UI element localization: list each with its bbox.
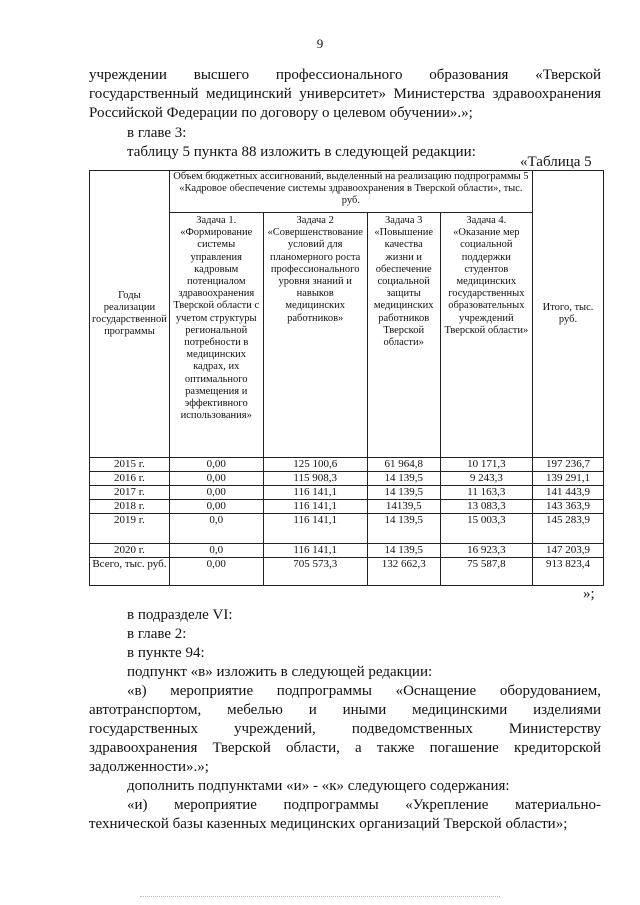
year-column-header: Годы реализации государственной программы (90, 171, 170, 458)
row-task-1: 0,0 (169, 544, 263, 558)
budget-table (89, 170, 604, 586)
row-task-4: 10 171,3 (440, 458, 532, 472)
paragraph-v-line-1: «в) мероприятие подпрограммы «Оснащение оборудованием, (127, 683, 601, 699)
row-task-2: 116 141,1 (263, 544, 367, 558)
row-task-3: 14 139,5 (367, 544, 440, 558)
add-subpoints-line: дополнить подпунктами «и» - «к» следующего содержания: (127, 778, 510, 794)
row-task-1: 0,00 (169, 500, 263, 514)
paragraph-v-line-3: государственных учреждений, подведомственных Министерству (89, 721, 601, 737)
paragraph-i-line-1: «и) мероприятие подпрограммы «Укрепление материально- (127, 797, 601, 813)
intro-line-1: учреждении высшего профессионального образования «Тверской (89, 67, 601, 83)
budget-header: Объем бюджетных ассигнований, выделенный на реализацию подпрограммы 5 «Кадровое обеспечение системы здравоохранения в Тверской области», тыс. руб. (169, 171, 532, 213)
row-task-1: 0,00 (169, 558, 263, 586)
table-closing-quote: »; (583, 586, 595, 602)
paragraph-v-line-2: автотранспортом, мебелью и иными медицинскими изделиями (89, 702, 601, 718)
subsection-line: в подразделе VI: (127, 607, 233, 623)
row-year: 2016 г. (90, 472, 170, 486)
table-row-total (90, 558, 604, 586)
row-task-2: 116 141,1 (263, 514, 367, 544)
task-4-header: Задача 4. «Оказание мер социальной поддержки студентов медицинских государственных образовательных учреждений Тверской области» (440, 213, 532, 458)
row-task-3: 14 139,5 (367, 486, 440, 500)
table-instruction: таблицу 5 пункта 88 изложить в следующей редакции: (127, 144, 476, 160)
subpoint-v-line: подпункт «в» изложить в следующей редакции: (127, 664, 433, 680)
row-year: Всего, тыс. руб. (90, 558, 170, 586)
row-task-1: 0,00 (169, 472, 263, 486)
page-number: 9 (316, 36, 324, 51)
row-task-4: 75 587,8 (440, 558, 532, 586)
chapter-3-line: в главе 3: (127, 125, 187, 141)
row-total: 139 291,1 (532, 472, 603, 486)
row-task-3: 14139,5 (367, 500, 440, 514)
row-year: 2015 г. (90, 458, 170, 472)
row-year: 2020 г. (90, 544, 170, 558)
table-row (90, 544, 604, 558)
table-caption: «Таблица 5 (520, 154, 592, 170)
paragraph-v-line-4: здравоохранения Тверской области, а также погашение кредиторской (89, 740, 601, 756)
row-total: 143 363,9 (532, 500, 603, 514)
intro-line-3: Российской Федерации по договору о целевом обучении».»; (89, 105, 473, 121)
table-row (90, 514, 604, 544)
point-94-line: в пункте 94: (127, 645, 205, 661)
row-total: 913 823,4 (532, 558, 603, 586)
row-task-3: 14 139,5 (367, 514, 440, 544)
row-task-2: 125 100,6 (263, 458, 367, 472)
table-row (90, 472, 604, 486)
paragraph-v-line-5: задолженности».»; (89, 759, 209, 775)
row-task-4: 16 923,3 (440, 544, 532, 558)
task-1-header: Задача 1. «Формирование системы управления кадровым потенциалом здравоохранения Тверской области с учетом структуры региональной потребности в медицинских кадрах, их оптимального размещения и эффективного использования» (169, 213, 263, 458)
row-total: 147 203,9 (532, 544, 603, 558)
row-task-4: 15 003,3 (440, 514, 532, 544)
scan-edge-line (140, 896, 500, 897)
total-column-header: Итого, тыс. руб. (532, 171, 603, 458)
row-total: 197 236,7 (532, 458, 603, 472)
paragraph-i-line-2: технической базы казенных медицинских организаций Тверской области»; (89, 816, 568, 832)
row-task-4: 11 163,3 (440, 486, 532, 500)
row-task-2: 115 908,3 (263, 472, 367, 486)
row-task-4: 9 243,3 (440, 472, 532, 486)
intro-line-2: государственный медицинский университет» Министерства здравоохранения (89, 86, 601, 102)
row-total: 145 283,9 (532, 514, 603, 544)
table-row (90, 458, 604, 472)
task-2-header: Задача 2 «Совершенствование условий для планомерного роста профессионального уровня знаний и навыков медицинских работников» (263, 213, 367, 458)
row-year: 2018 г. (90, 500, 170, 514)
table-row (90, 486, 604, 500)
chapter-2-line: в главе 2: (127, 626, 187, 642)
row-task-1: 0,00 (169, 486, 263, 500)
row-year: 2017 г. (90, 486, 170, 500)
task-3-header: Задача 3 «Повышение качества жизни и обеспечение социальной защиты медицинских работников Тверской области» (367, 213, 440, 458)
row-task-2: 705 573,3 (263, 558, 367, 586)
row-task-3: 132 662,3 (367, 558, 440, 586)
row-task-4: 13 083,3 (440, 500, 532, 514)
table-row (90, 500, 604, 514)
row-task-1: 0,0 (169, 514, 263, 544)
row-task-1: 0,00 (169, 458, 263, 472)
row-task-2: 116 141,1 (263, 486, 367, 500)
row-task-3: 61 964,8 (367, 458, 440, 472)
row-total: 141 443,9 (532, 486, 603, 500)
row-year: 2019 г. (90, 514, 170, 544)
row-task-2: 116 141,1 (263, 500, 367, 514)
row-task-3: 14 139,5 (367, 472, 440, 486)
